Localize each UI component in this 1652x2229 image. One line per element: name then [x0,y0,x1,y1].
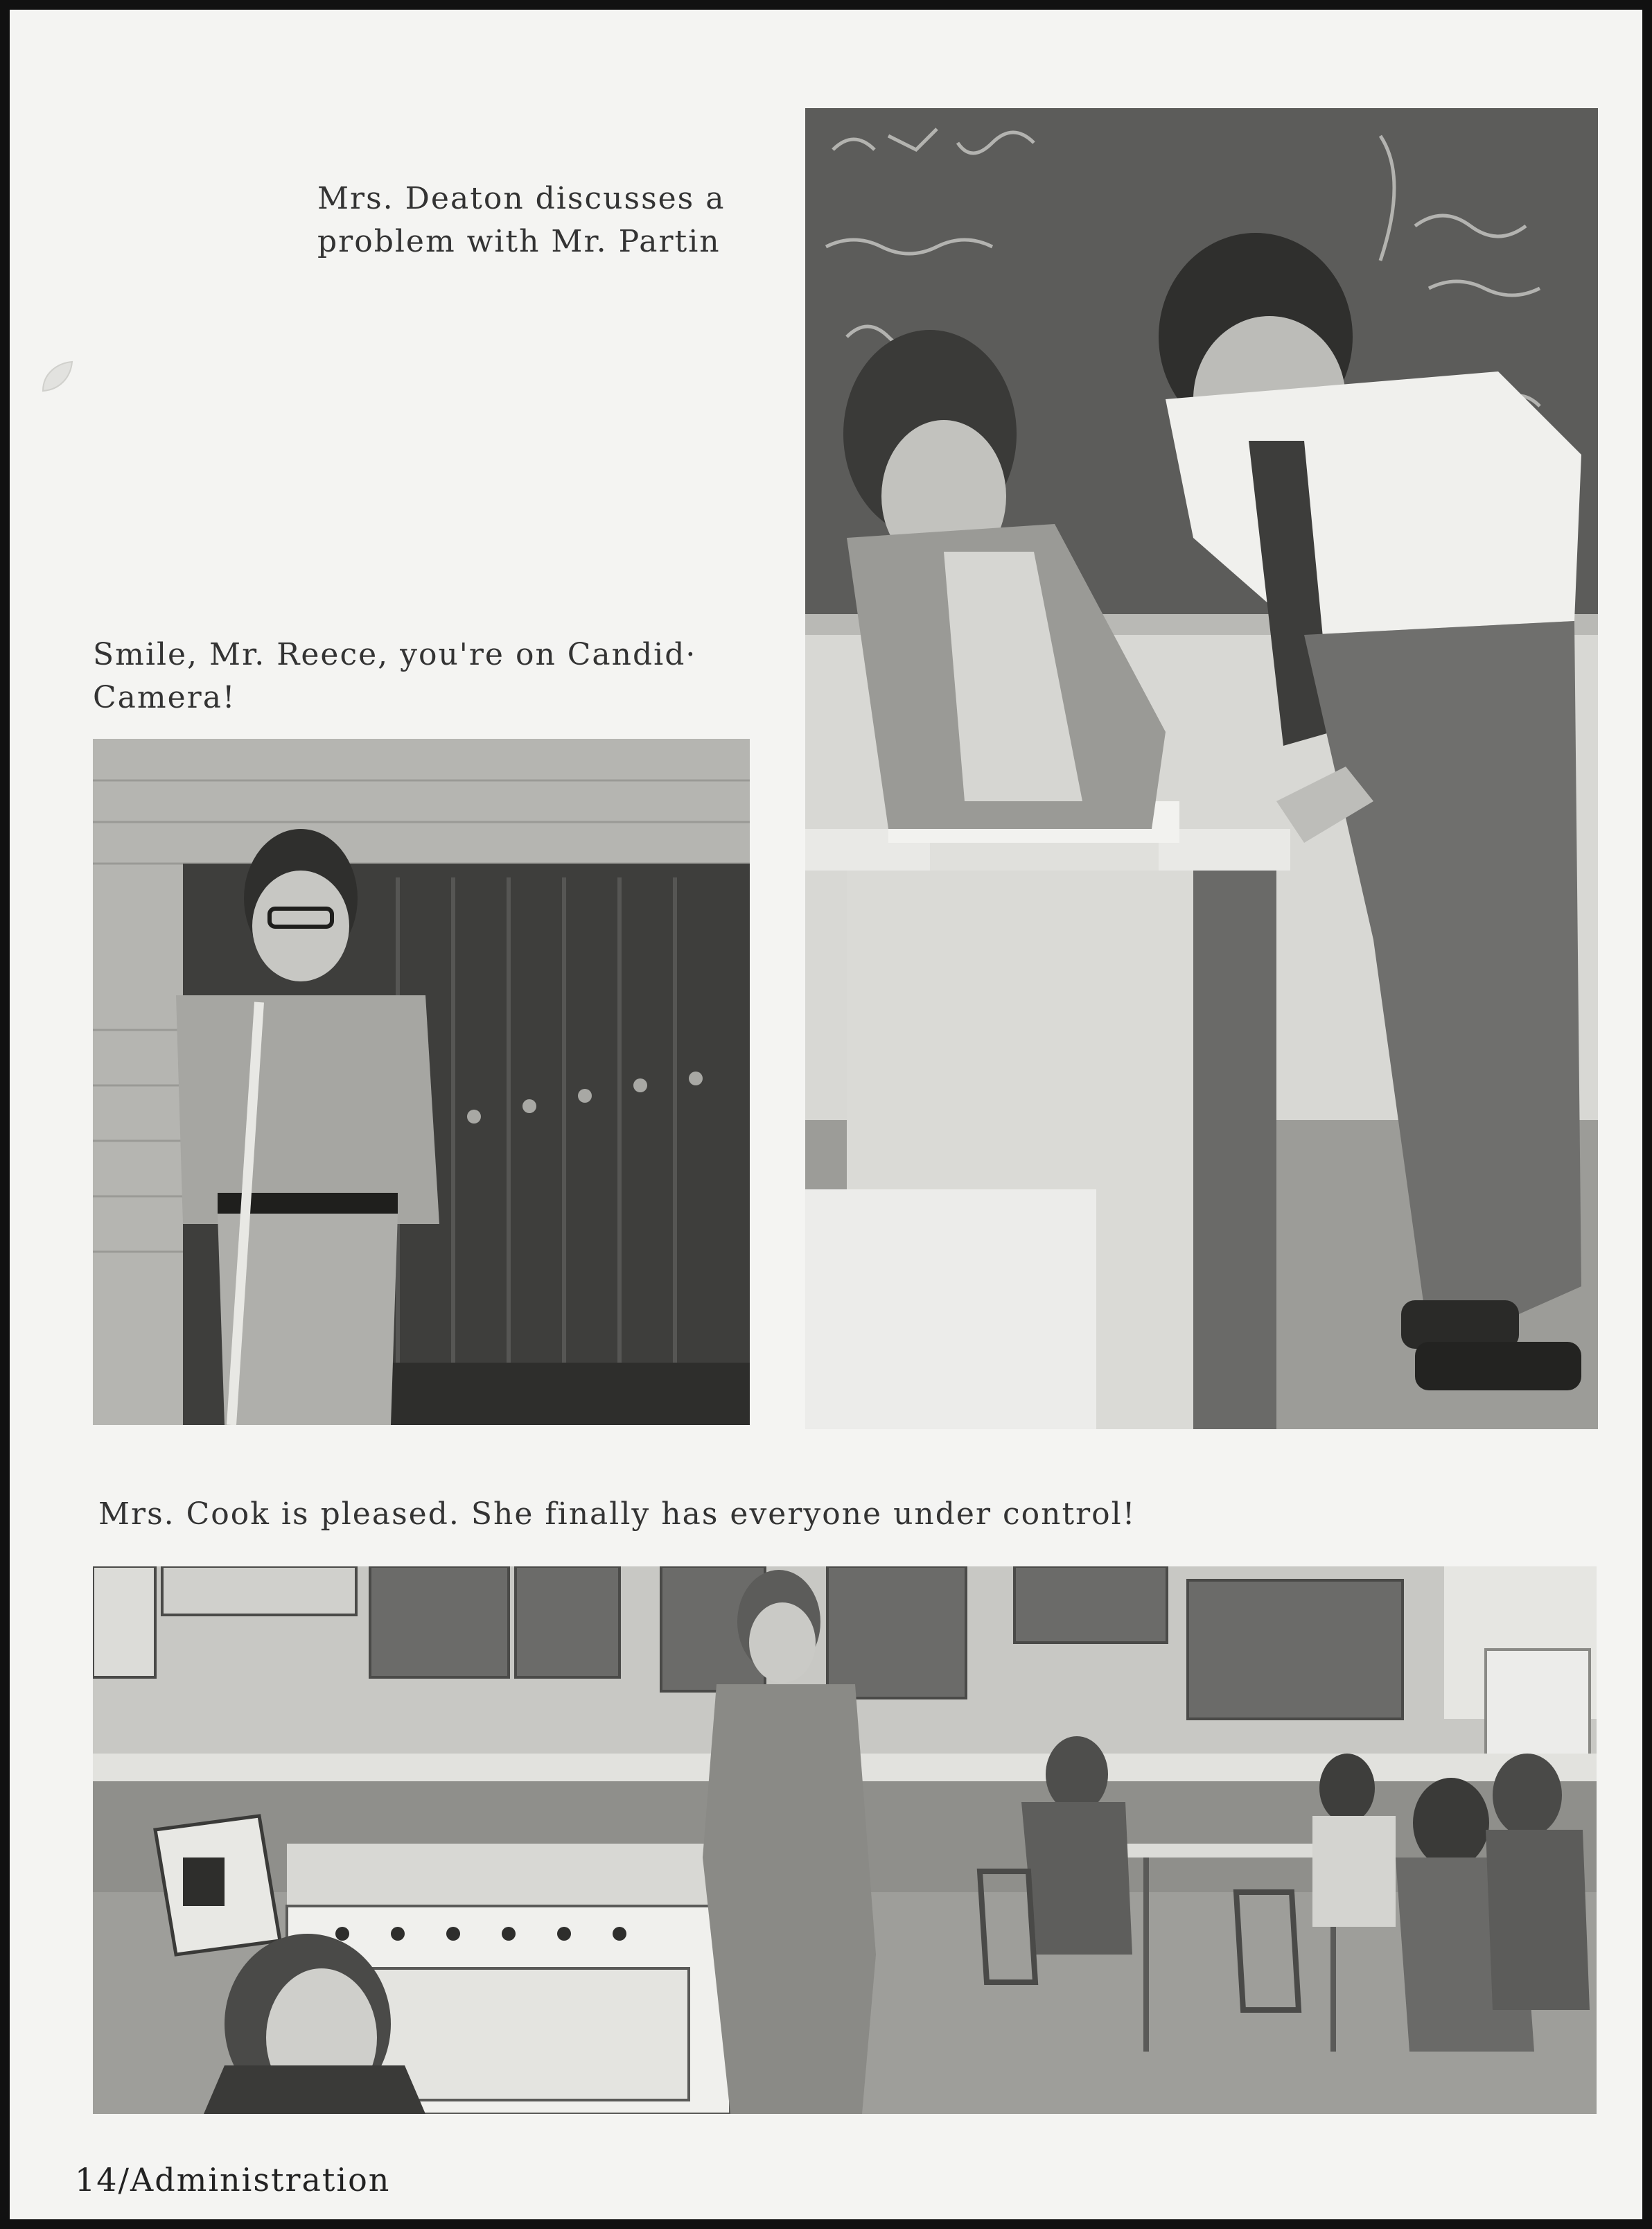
photo-cook-classroom [93,1566,1597,2114]
caption-deaton-partin: Mrs. Deaton discusses a problem with Mr. Partin [317,181,726,259]
caption-reece: Smile, Mr. Reece, you're on Candid· Camera! [93,637,697,715]
caption-cook: Mrs. Cook is pleased. She finally has everyone under control! [98,1496,1136,1532]
leaf-ornament-icon [36,356,78,398]
photo-deaton-partin [805,108,1598,1429]
page-folio: 14/Administration [75,2161,391,2199]
photo-reece-lockers [93,739,750,1425]
